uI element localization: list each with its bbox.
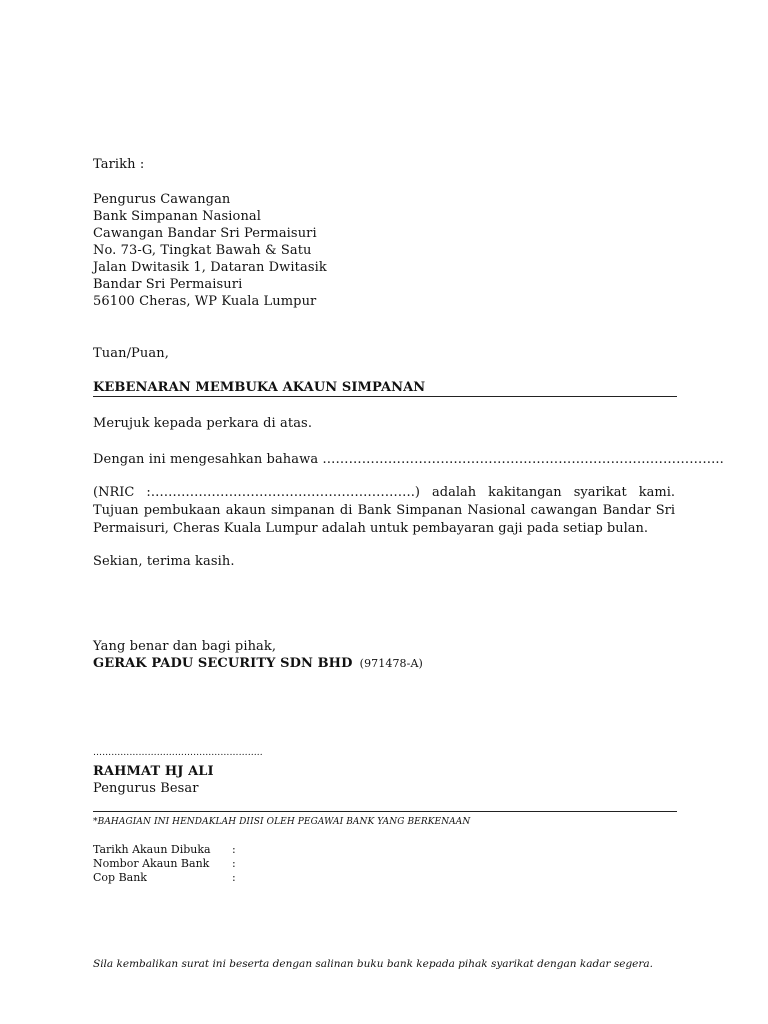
recipient-line: 56100 Cheras, WP Kuala Lumpur — [93, 294, 317, 309]
body-paragraph: (NRIC :…………………………………………………….) adalah kakitangan syarikat kami. Tujuan pembukaan akaun simpanan di Bank Simpanan Nasional cawangan Bandar Sri Permaisuri, Cheras Kuala Lumpur adalah untuk pembayaran gaji pada setiap bulan. — [93, 485, 675, 536]
bank-field-colon: : — [232, 871, 236, 884]
recipient-line: Bandar Sri Permaisuri — [93, 277, 243, 292]
bank-field-bank-stamp — [93, 871, 293, 885]
salutation: Tuan/Puan, — [93, 346, 169, 361]
company-line — [93, 655, 423, 672]
signature-line: ……………………………………………….. — [93, 748, 263, 758]
company-registration: (971478-A) — [359, 657, 423, 670]
bank-field-label: Cop Bank — [93, 871, 147, 884]
bank-section-divider — [93, 811, 677, 812]
subject-heading: KEBENARAN MEMBUKA AKAUN SIMPANAN — [93, 380, 426, 395]
bank-field-date-opened — [93, 843, 293, 857]
signatory-name: RAHMAT HJ ALI — [93, 764, 214, 779]
subject-underline — [93, 396, 677, 397]
yang-benar-line: Yang benar dan bagi pihak, — [93, 639, 277, 654]
closing-line: Sekian, terima kasih. — [93, 554, 235, 569]
bank-field-colon: : — [232, 843, 236, 856]
reference-line: Merujuk kepada perkara di atas. — [93, 416, 313, 431]
bank-field-account-number — [93, 857, 293, 871]
date-label: Tarikh : — [93, 157, 145, 172]
bank-field-label: Tarikh Akaun Dibuka — [93, 843, 211, 856]
signatory-position: Pengurus Besar — [93, 781, 199, 796]
footer-note: Sila kembalikan surat ini beserta dengan salinan buku bank kepada pihak syarikat dengan kadar segera. — [93, 958, 654, 970]
bank-field-label: Nombor Akaun Bank — [93, 857, 210, 870]
recipient-line: No. 73-G, Tingkat Bawah & Satu — [93, 243, 312, 258]
confirm-line: Dengan ini mengesahkan bahawa ……………………………………………………………………………….. — [93, 452, 724, 467]
recipient-line: Cawangan Bandar Sri Permaisuri — [93, 226, 317, 241]
recipient-line: Jalan Dwitasik 1, Dataran Dwitasik — [93, 260, 327, 275]
company-name: GERAK PADU SECURITY SDN BHD — [93, 656, 353, 671]
bank-field-colon: : — [232, 857, 236, 870]
recipient-line: Bank Simpanan Nasional — [93, 209, 262, 224]
bank-section-note: *BAHAGIAN INI HENDAKLAH DIISI OLEH PEGAWAI BANK YANG BERKENAAN — [93, 817, 471, 827]
recipient-line: Pengurus Cawangan — [93, 192, 231, 207]
